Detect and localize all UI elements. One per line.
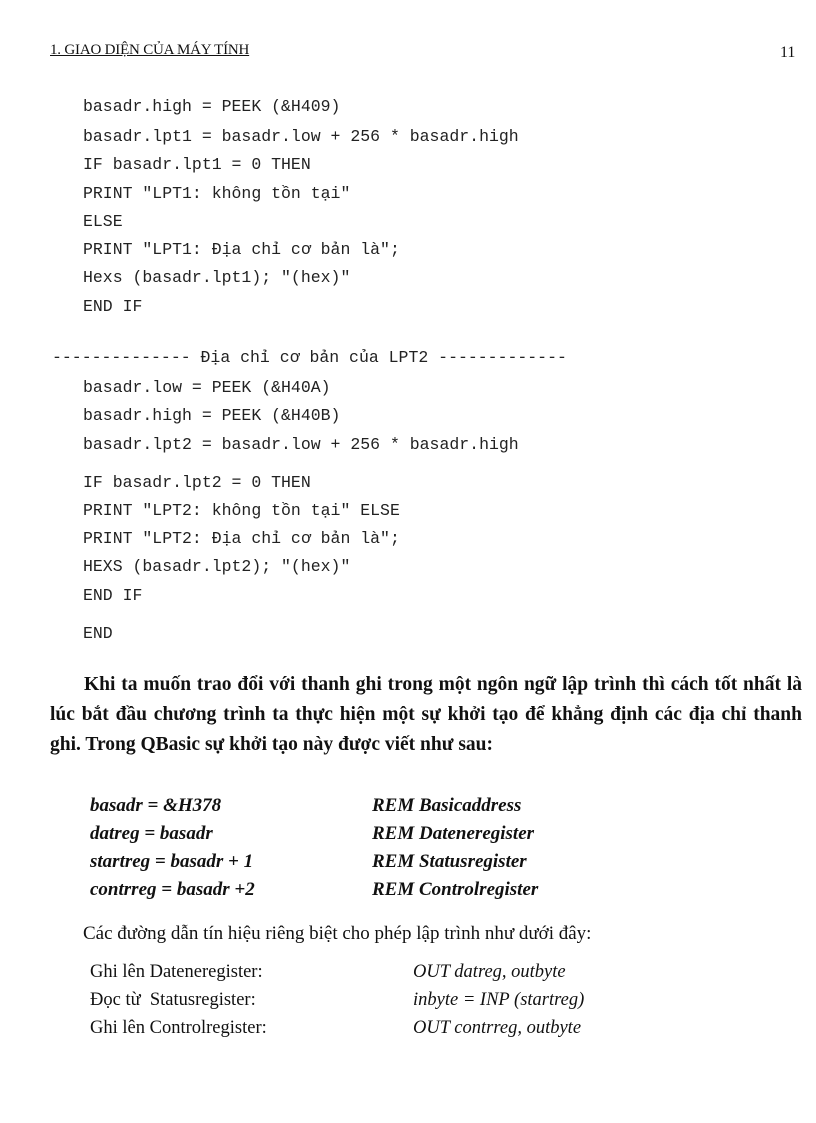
code-line: basadr.high = PEEK (&H409): [83, 97, 341, 116]
init-comment: REM Basicaddress: [372, 795, 522, 816]
code-line: basadr.lpt2 = basadr.low + 256 * basadr.high: [83, 435, 519, 454]
signal-code: inbyte = INP (startreg): [413, 990, 585, 1010]
init-statement: startreg = basadr + 1: [90, 851, 254, 872]
code-line: Hexs (basadr.lpt1); "(hex)": [83, 268, 351, 287]
code-line: HEXS (basadr.lpt2); "(hex)": [83, 557, 351, 576]
init-comment: REM Statusregister: [372, 851, 527, 872]
code-line: PRINT "LPT2: không tồn tại" ELSE: [83, 501, 400, 520]
signal-code: OUT contrreg, outbyte: [413, 1018, 582, 1038]
body-paragraph: Khi ta muốn trao đổi với thanh ghi trong một ngôn ngữ lập trình thì cách tốt nhất là lúc bắt đầu chương trình ta thực hiện một sự khởi tạo để khẳng định các địa chỉ thanh ghi. Trong QBasic sự khởi tạo này được viết như sau:: [50, 674, 802, 755]
code-line: END IF: [83, 297, 143, 316]
code-line: basadr.low = PEEK (&H40A): [83, 378, 331, 397]
code-line: ELSE: [83, 212, 123, 231]
chapter-title: 1. GIAO DIỆN CỦA MÁY TÍNH: [50, 42, 250, 58]
code-line: basadr.lpt1 = basadr.low + 256 * basadr.high: [83, 127, 519, 146]
code-line: END IF: [83, 586, 143, 605]
code-line: END: [83, 624, 113, 643]
init-statement: basadr = &H378: [90, 795, 222, 816]
init-statement: contrreg = basadr +2: [90, 879, 255, 900]
signals-intro: Các đường dẫn tín hiệu riêng biệt cho phép lập trình như dưới đây:: [83, 923, 592, 944]
signal-code: OUT datreg, outbyte: [413, 962, 566, 982]
init-comment: REM Dateneregister: [372, 823, 535, 844]
init-statement: datreg = basadr: [90, 823, 213, 844]
page-number: 11: [780, 44, 796, 61]
section-separator: -------------- Địa chỉ cơ bản của LPT2 -------------: [52, 348, 567, 367]
code-line: IF basadr.lpt1 = 0 THEN: [83, 155, 311, 174]
code-line: IF basadr.lpt2 = 0 THEN: [83, 473, 311, 492]
signal-label: Ghi lên Controlregister:: [90, 1018, 267, 1038]
signal-label: Ghi lên Dateneregister:: [90, 962, 263, 982]
signal-label: Đọc từ Statusregister:: [90, 990, 256, 1010]
init-comment: REM Controlregister: [372, 879, 539, 900]
code-line: basadr.high = PEEK (&H40B): [83, 406, 341, 425]
code-line: PRINT "LPT1: Địa chỉ cơ bản là";: [83, 240, 400, 259]
code-line: PRINT "LPT2: Địa chỉ cơ bản là";: [83, 529, 400, 548]
code-line: PRINT "LPT1: không tồn tại": [83, 184, 351, 203]
